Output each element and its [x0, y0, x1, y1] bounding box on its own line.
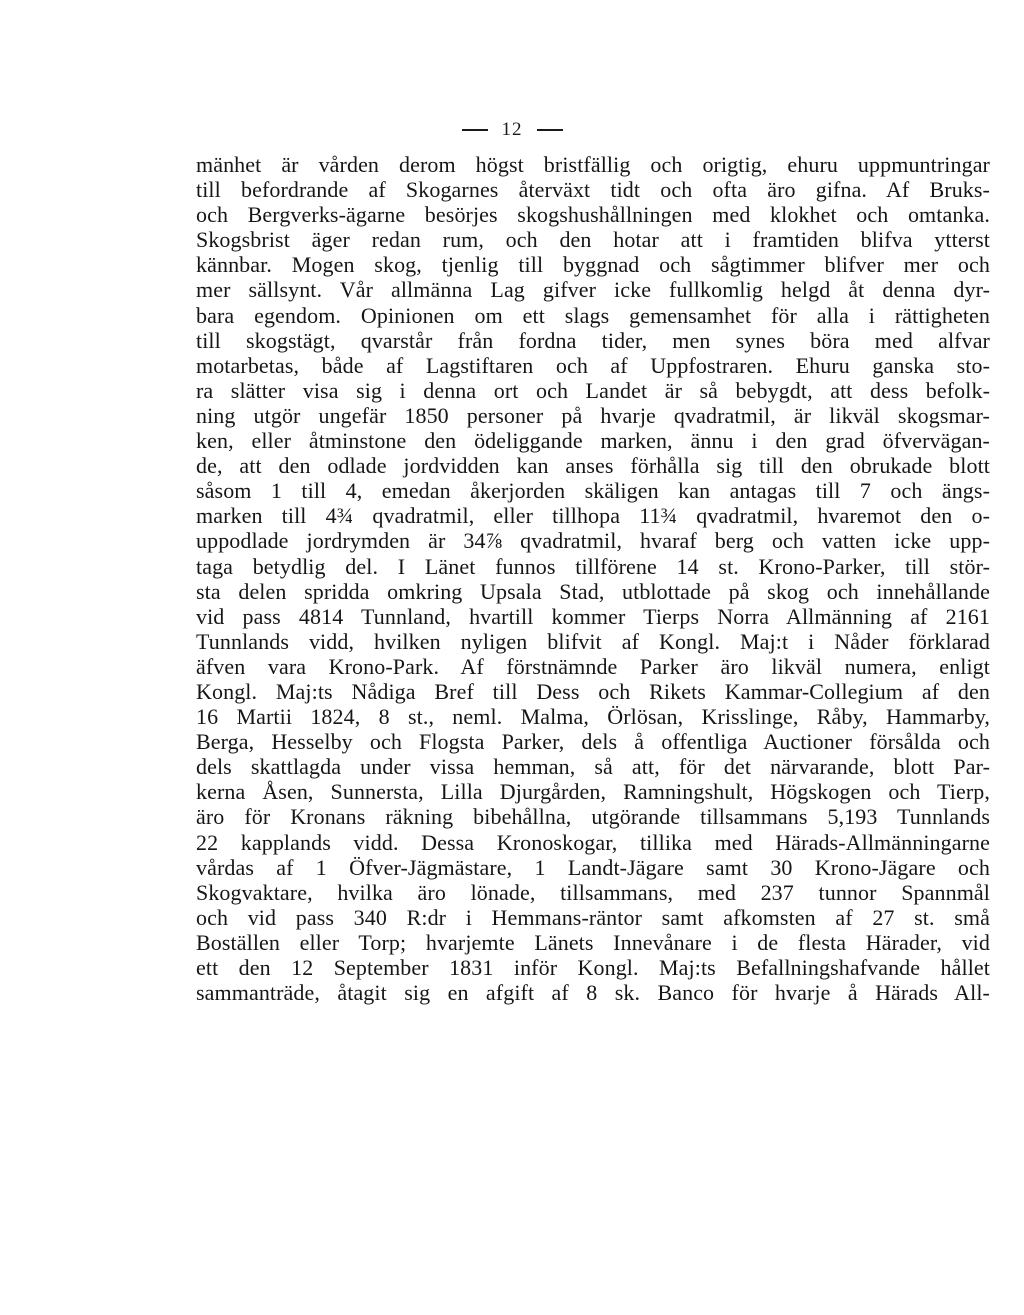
text-line: vårdas af 1 Öfver-Jägmästare, 1 Landt-Jägare samt 30 Krono-Jägare och [196, 854, 990, 880]
header-right-dash [537, 129, 563, 131]
text-line: 16 Martii 1824, 8 st., neml. Malma, Örlösan, Krisslinge, Råby, Hammarby, [196, 704, 990, 730]
text-line: 22 kapplands vidd. Dessa Kronoskogar, tillika med Härads-Allmänningarne [196, 829, 990, 855]
text-line: Skogsbrist äger redan rum, och den hotar att i framtiden blifva ytterst [196, 227, 990, 253]
text-line: och Bergverks-ägarne besörjes skogshushållningen med klokhet och omtanka. [196, 202, 990, 228]
text-line: Kongl. Maj:ts Nådiga Bref till Dess och Rikets Kammar-Collegium af den [196, 678, 990, 704]
page-body-text [196, 152, 990, 1005]
header-left-dash [462, 129, 488, 131]
text-line: ning utgör ungefär 1850 personer på hvarje qvadratmil, är likväl skogsmar- [196, 402, 990, 428]
text-line: Skogvaktare, hvilka äro lönade, tillsammans, med 237 tunnor Spannmål [196, 879, 990, 905]
text-line: till skogstägt, qvarstår från fordna tider, men synes böra med alfvar [196, 327, 990, 353]
text-line: sammanträde, åtagit sig en afgift af 8 sk. Banco för hvarje å Härads All- [196, 980, 990, 1006]
text-line: dels skattlagda under vissa hemman, så att, för det närvarande, blott Par- [196, 754, 990, 780]
text-line: äro för Kronans räkning bibehållna, utgörande tillsammans 5,193 Tunnlands [196, 804, 990, 830]
text-line: Berga, Hesselby och Flogsta Parker, dels å offentliga Auctioner försålda och [196, 729, 990, 755]
text-line: Boställen eller Torp; hvarjemte Länets Innevånare i de flesta Härader, vid [196, 929, 990, 955]
text-line: ett den 12 September 1831 inför Kongl. Maj:ts Befallningshafvande hållet [196, 955, 990, 980]
text-line: motarbetas, både af Lagstiftaren och af Uppfostraren. Ehuru ganska sto- [196, 352, 990, 378]
text-line: och vid pass 340 R:dr i Hemmans-räntor samt afkomsten af 27 st. små [196, 904, 990, 930]
text-line: vid pass 4814 Tunnland, hvartill kommer Tierps Norra Allmänning af 2161 [196, 603, 990, 629]
text-line: ken, eller åtminstone den ödeliggande marken, ännu i den grad öfvervägan- [196, 428, 990, 454]
text-line: äfven vara Krono-Park. Af förstnämnde Parker äro likväl numera, enligt [196, 653, 990, 679]
page-header [0, 118, 1024, 142]
text-line: sta delen spridda omkring Upsala Stad, utblottade på skog och innehållande [196, 578, 990, 604]
text-line: mänhet är vården derom högst bristfällig och origtig, ehuru uppmuntringar [196, 152, 990, 177]
text-line: de, att den odlade jordvidden kan anses förhålla sig till den obrukade blott [196, 453, 990, 479]
text-line: Tunnlands vidd, hvilken nyligen blifvit af Kongl. Maj:t i Nåder förklarad [196, 628, 990, 654]
text-line: kerna Åsen, Sunnersta, Lilla Djurgården, Ramningshult, Högskogen och Tierp, [196, 779, 990, 805]
text-line: till befordrande af Skogarnes återväxt tidt och ofta äro gifna. Af Bruks- [196, 177, 990, 203]
text-line: uppodlade jordrymden är 34⅞ qvadratmil, hvaraf berg och vatten icke upp- [196, 528, 990, 554]
text-line: bara egendom. Opinionen om ett slags gemensamhet för alla i rättigheten [196, 302, 990, 328]
text-line: såsom 1 till 4, emedan åkerjorden skäligen kan antagas till 7 och ängs- [196, 478, 990, 504]
text-line: mer sällsynt. Vår allmänna Lag gifver icke fullkomlig helgd åt denna dyr- [196, 277, 990, 303]
text-line: taga betydlig del. I Länet funnos tillförene 14 st. Krono-Parker, till stör- [196, 553, 990, 579]
page-number: 12 [501, 119, 523, 140]
text-line: kännbar. Mogen skog, tjenlig till byggnad och sågtimmer blifver mer och [196, 252, 990, 278]
text-line: marken till 4¾ qvadratmil, eller tillhopa 11¾ qvadratmil, hvaremot den o- [196, 503, 990, 529]
text-line: ra slätter visa sig i denna ort och Landet är så bebygdt, att dess befolk- [196, 377, 990, 403]
